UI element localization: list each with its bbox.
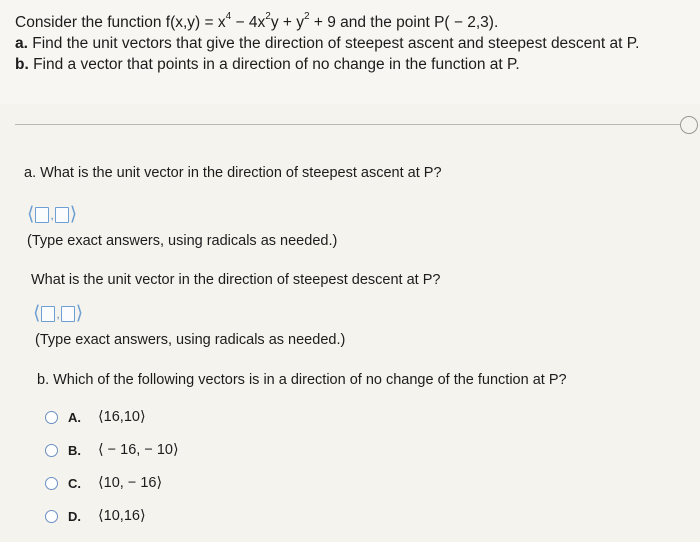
exponent: 2 bbox=[265, 10, 271, 22]
steepest-descent-answer bbox=[33, 304, 83, 324]
choice-value: ⟨10, − 16⟩ bbox=[98, 475, 163, 491]
choice-d[interactable] bbox=[45, 508, 146, 524]
question-no-change: b. Which of the following vectors is in a direction of no change of the function at P? bbox=[37, 372, 567, 388]
radio-button[interactable] bbox=[45, 510, 58, 523]
exponent: 4 bbox=[225, 10, 232, 22]
part-a-label: a. bbox=[15, 35, 28, 52]
ascent-x-input[interactable] bbox=[35, 207, 49, 223]
descent-y-input[interactable] bbox=[61, 306, 75, 322]
question-steepest-descent: What is the unit vector in the direction of steepest descent at P? bbox=[31, 272, 441, 288]
descent-x-input[interactable] bbox=[41, 306, 55, 322]
bracket-close: ⟩ bbox=[75, 303, 84, 324]
part-a-text: Find the unit vectors that give the direction of steepest ascent and steepest descent at P. bbox=[27, 35, 640, 52]
choice-value: ⟨ − 16, − 10⟩ bbox=[98, 442, 179, 458]
exponent: 2 bbox=[303, 10, 310, 22]
separator: , bbox=[50, 208, 54, 222]
intro-text: Consider the function f(x,y) = x bbox=[15, 14, 226, 31]
intro-text: + 9 and the point P( − 2,3). bbox=[309, 14, 499, 31]
choice-letter: C. bbox=[68, 475, 81, 491]
hint-radicals: (Type exact answers, using radicals as needed.) bbox=[35, 332, 346, 348]
part-b-text: Find a vector that points in a direction of no change in the function at P. bbox=[28, 56, 520, 73]
choice-value: ⟨16,10⟩ bbox=[98, 409, 146, 425]
radio-button[interactable] bbox=[45, 411, 58, 424]
ascent-y-input[interactable] bbox=[55, 207, 69, 223]
choice-letter: B. bbox=[68, 442, 81, 458]
bracket-close: ⟩ bbox=[69, 204, 78, 225]
problem-statement bbox=[15, 12, 639, 75]
choice-letter: D. bbox=[68, 508, 81, 524]
part-a-instruction bbox=[15, 33, 639, 54]
part-b-label: b. bbox=[15, 56, 29, 73]
choice-letter: A. bbox=[68, 409, 81, 425]
intro-text: y + y bbox=[270, 14, 304, 31]
choice-value: ⟨10,16⟩ bbox=[98, 508, 146, 524]
choice-a[interactable] bbox=[45, 409, 146, 425]
divider-handle[interactable] bbox=[680, 116, 698, 134]
intro-text: − 4x bbox=[231, 14, 266, 31]
section-divider bbox=[15, 124, 685, 125]
radio-button[interactable] bbox=[45, 444, 58, 457]
bracket-open: ⟨ bbox=[27, 204, 35, 225]
separator: , bbox=[56, 307, 60, 321]
hint-radicals: (Type exact answers, using radicals as needed.) bbox=[27, 233, 338, 249]
bracket-open: ⟨ bbox=[33, 303, 41, 324]
intro-line bbox=[15, 12, 639, 33]
part-b-instruction bbox=[15, 54, 639, 75]
radio-button[interactable] bbox=[45, 477, 58, 490]
choice-b[interactable] bbox=[45, 442, 179, 458]
question-steepest-ascent: a. What is the unit vector in the direction of steepest ascent at P? bbox=[24, 165, 442, 181]
steepest-ascent-answer bbox=[27, 205, 77, 225]
choice-c[interactable] bbox=[45, 475, 162, 491]
